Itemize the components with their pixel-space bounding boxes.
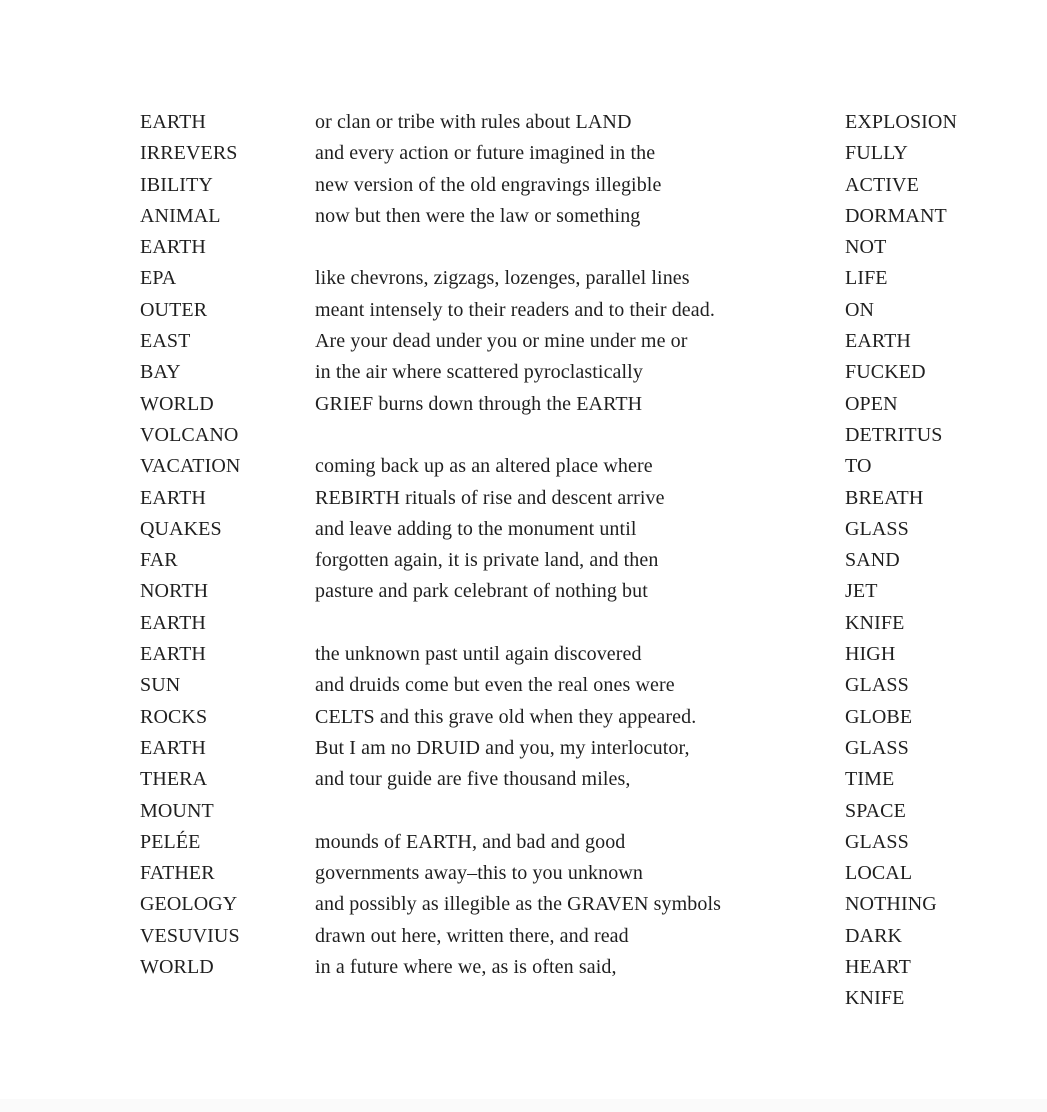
poem-row (0, 608, 1047, 639)
poem-row (0, 670, 1047, 701)
poem-grid (0, 107, 1047, 1015)
poem-line: and every action or future imagined in the (315, 142, 656, 165)
right-column-word: SAND (845, 549, 900, 572)
poem-row (0, 827, 1047, 858)
poem-row (0, 232, 1047, 263)
poem-row (0, 733, 1047, 764)
poem-line: governments away–this to you unknown (315, 862, 644, 885)
right-column-word: GLASS (845, 736, 909, 759)
left-column-word: EAST (140, 330, 191, 353)
left-column-word: EARTH (140, 486, 206, 509)
left-column-word: FATHER (140, 862, 215, 885)
poem-row (0, 796, 1047, 827)
poem-row (0, 889, 1047, 920)
right-column-word: LIFE (845, 267, 888, 290)
poem-row (0, 138, 1047, 169)
left-column-word: VESUVIUS (140, 924, 240, 947)
poem-row (0, 702, 1047, 733)
left-column-word: NORTH (140, 580, 209, 603)
poem-row (0, 764, 1047, 795)
poem-line: the unknown past until again discovered (315, 643, 642, 666)
poem-row (0, 201, 1047, 232)
left-column-word: FAR (140, 549, 178, 572)
poem-row (0, 326, 1047, 357)
poem-line: mounds of EARTH, and bad and good (315, 830, 626, 853)
bottom-strip (0, 1099, 1047, 1112)
right-column-word: GLASS (845, 830, 909, 853)
right-column-word: KNIFE (845, 987, 905, 1010)
left-column-word: MOUNT (140, 799, 214, 822)
poem-line: new version of the old engravings illegible (315, 173, 662, 196)
poem-row (0, 576, 1047, 607)
poem-row (0, 983, 1047, 1014)
left-column-word: IRREVERS (140, 142, 238, 165)
right-column-word: FUCKED (845, 361, 926, 384)
poem-row (0, 357, 1047, 388)
poem-row (0, 451, 1047, 482)
poem-line: and possibly as illegible as the GRAVEN symbols (315, 893, 721, 916)
right-column-word: GLASS (845, 674, 909, 697)
right-column-word: HEART (845, 956, 911, 979)
right-column-word: EARTH (845, 330, 911, 353)
poem-line: and tour guide are five thousand miles, (315, 768, 631, 791)
poem-row (0, 107, 1047, 138)
poem-line: and druids come but even the real ones were (315, 674, 675, 697)
poem-line: coming back up as an altered place where (315, 455, 653, 478)
poem-line: meant intensely to their readers and to their dead. (315, 298, 715, 321)
poem-line: Are your dead under you or mine under me or (315, 330, 688, 353)
right-column-word: NOT (845, 236, 887, 259)
right-column-word: DETRITUS (845, 423, 943, 446)
right-column-word: HIGH (845, 643, 896, 666)
right-column-word: FULLY (845, 142, 908, 165)
poem-row (0, 263, 1047, 294)
right-column-word: TIME (845, 768, 895, 791)
poem-line: forgotten again, it is private land, and then (315, 549, 659, 572)
right-column-word: ACTIVE (845, 173, 919, 196)
poem-row (0, 295, 1047, 326)
right-column-word: DORMANT (845, 204, 947, 227)
left-column-word: THERA (140, 768, 208, 791)
poem-line: in the air where scattered pyroclastically (315, 361, 643, 384)
poem-line: CELTS and this grave old when they appeared. (315, 705, 697, 728)
right-column-word: JET (845, 580, 878, 603)
poem-row (0, 170, 1047, 201)
poem-row (0, 921, 1047, 952)
right-column-word: OPEN (845, 392, 898, 415)
left-column-word: ROCKS (140, 705, 208, 728)
poem-row (0, 952, 1047, 983)
poem-row (0, 545, 1047, 576)
right-column-word: ON (845, 298, 875, 321)
right-column-word: SPACE (845, 799, 906, 822)
poem-line: or clan or tribe with rules about LAND (315, 111, 632, 133)
poem-line: in a future where we, as is often said, (315, 956, 617, 979)
right-column-word: GLASS (845, 517, 909, 540)
left-column-word: EARTH (140, 643, 206, 666)
poem-row (0, 514, 1047, 545)
left-column-word: VACATION (140, 455, 241, 478)
poem-line: REBIRTH rituals of rise and descent arrive (315, 486, 665, 509)
left-column-word: WORLD (140, 956, 214, 979)
left-column-word: EARTH (140, 236, 206, 259)
poem-row (0, 389, 1047, 420)
left-column-word: IBILITY (140, 173, 213, 196)
poem-line: like chevrons, zigzags, lozenges, parallel lines (315, 267, 690, 290)
right-column-word: GLOBE (845, 705, 913, 728)
right-column-word: NOTHING (845, 893, 937, 916)
left-column-word: OUTER (140, 298, 208, 321)
left-column-word: SUN (140, 674, 181, 697)
poem-row (0, 858, 1047, 889)
right-column-word: DARK (845, 924, 903, 947)
poem-line: pasture and park celebrant of nothing but (315, 580, 648, 603)
left-column-word: VOLCANO (140, 423, 239, 446)
poem-line: But I am no DRUID and you, my interlocutor, (315, 736, 690, 759)
left-column-word: EARTH (140, 611, 206, 634)
left-column-word: WORLD (140, 392, 214, 415)
left-column-word: BAY (140, 361, 181, 384)
poem-line: drawn out here, written there, and read (315, 924, 629, 947)
left-column-word: QUAKES (140, 517, 222, 540)
poem-row (0, 420, 1047, 451)
right-column-word: LOCAL (845, 862, 913, 885)
left-column-word: PELÉE (140, 830, 201, 853)
left-column-word: EPA (140, 267, 177, 290)
left-column-word: GEOLOGY (140, 893, 238, 916)
poem-line: and leave adding to the monument until (315, 517, 637, 540)
poem-line: now but then were the law or something (315, 204, 641, 227)
poem-row (0, 483, 1047, 514)
left-column-word: ANIMAL (140, 204, 221, 227)
left-column-word: EARTH (140, 736, 206, 759)
right-column-word: KNIFE (845, 611, 905, 634)
poem-row (0, 639, 1047, 670)
right-column-word: TO (845, 455, 872, 478)
right-column-word: BREATH (845, 486, 924, 509)
left-column-word: EARTH (140, 111, 206, 133)
poem-line: GRIEF burns down through the EARTH (315, 392, 643, 415)
right-column-word: EXPLOSION (845, 111, 958, 133)
